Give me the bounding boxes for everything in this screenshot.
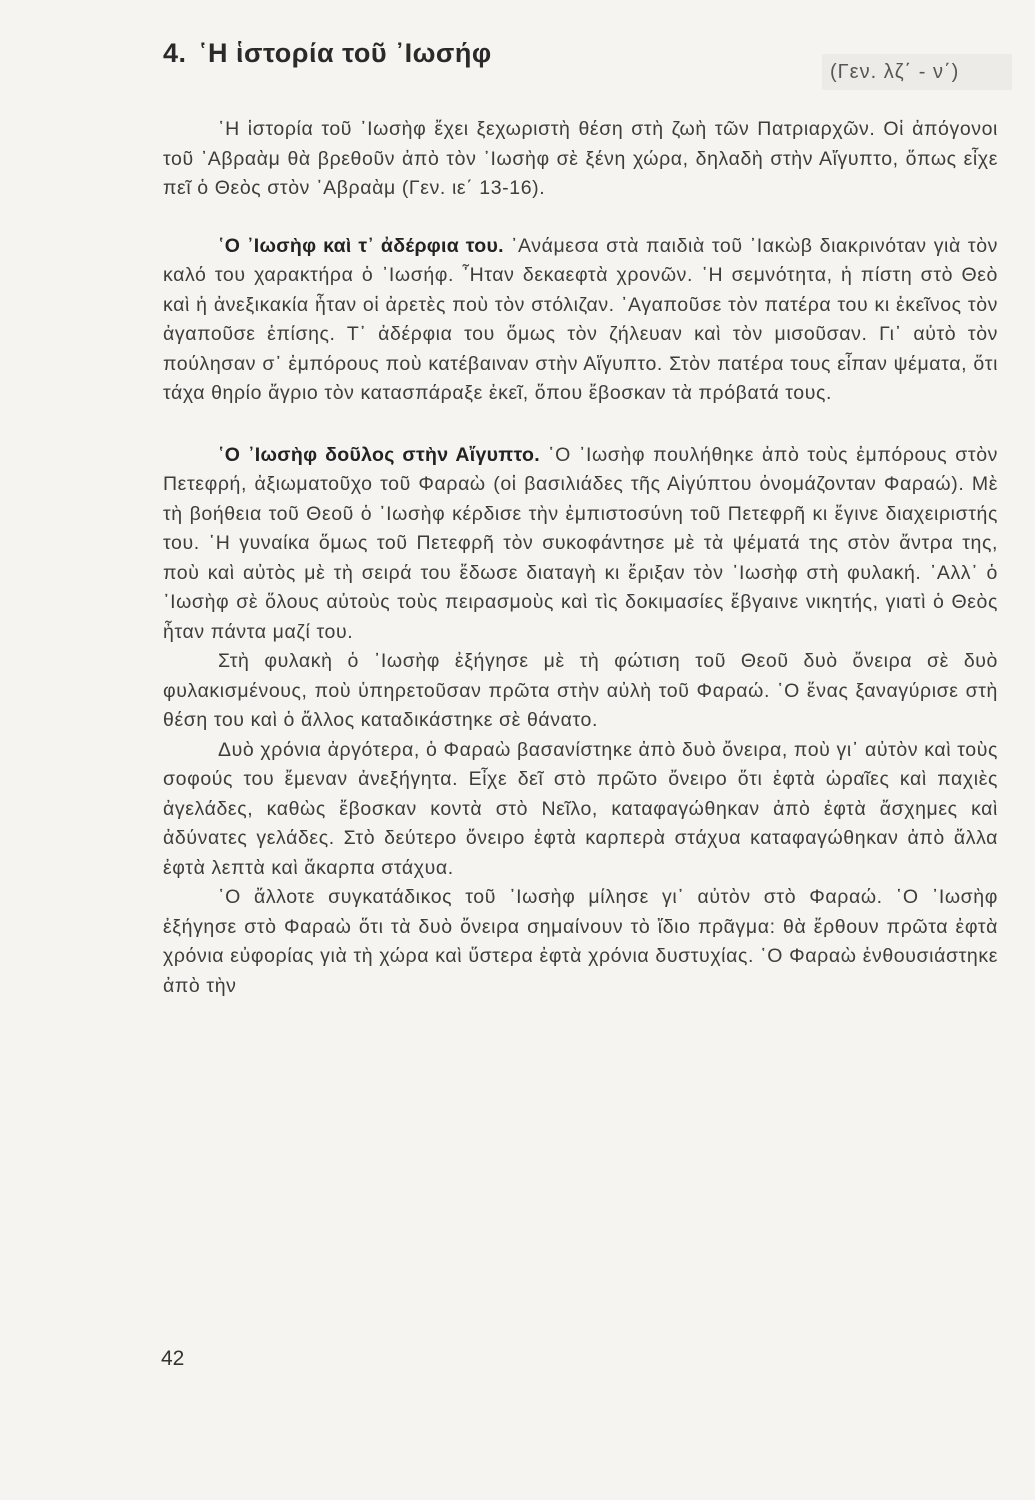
paragraph-text: Στὴ φυλακὴ ὁ ᾿Ιωσὴφ ἐξήγησε μὲ τὴ φώτιση τοῦ Θεοῦ δυὸ ὄνειρα σὲ δυὸ φυλακισμένους, ποὺ ὑπηρετοῦσαν πρῶτα στὴν αὐλὴ τοῦ Φαραώ. ῾Ο ἕνας ξαναγύρισε στὴ θέση του καὶ ὁ ἄλλος καταδικάστηκε σὲ θάνατο. [163,650,998,731]
chapter-title: ῾Η ἱστορία τοῦ ᾿Ιωσήφ [198,38,492,68]
page-number: 42 [161,1347,185,1370]
chapter-number: 4. [163,38,187,68]
paragraph-prison-dreams [163,647,998,736]
scripture-reference: (Γεν. λζ΄ - ν΄) [822,54,1012,90]
section-lead-heading: ῾Ο ᾿Ιωσὴφ καὶ τ᾿ ἀδέρφια του. [218,234,504,257]
paragraph-intro [163,115,998,204]
paragraph-pharaoh-dreams [163,736,998,884]
paragraph-brothers [163,232,998,409]
chapter-body [163,115,998,1001]
paragraph-text: ῾Ο ᾿Ιωσὴφ πουλήθηκε ἀπὸ τοὺς ἐμπόρους στὸν Πετεφρή, ἀξιωματοῦχο τοῦ Φαραὼ (οἱ βασιλιάδες τῆς Αἰγύπτου ὀνομάζονταν Φαραώ). Μὲ τὴ βοήθεια τοῦ Θεοῦ ὁ ᾿Ιωσὴφ κέρδισε τὴν ἐμπιστοσύνη τοῦ Πετεφρῆ κι ἔγινε διαχειριστής του. ῾Η γυναίκα ὅμως τοῦ Πετεφρῆ τὸν συκοφάντησε μὲ τὰ ψέματά της στὸν ἄντρα της, ποὺ καὶ αὐτὸς μὲ τὴ σειρά του ἔδωσε διαταγὴ κι ἔριξαν τὸν ᾿Ιωσὴφ στὴ φυλακή. ᾿Αλλ᾿ ὁ ᾿Ιωσὴφ σὲ ὅλους αὐτοὺς τοὺς πειρασμοὺς καὶ τὶς δοκιμασίες ἔβγαινε νικητής, γιατὶ ὁ Θεὸς ἦταν πάντα μαζί του. [163,443,998,643]
paragraph-slave-in-egypt [163,441,998,648]
chapter-heading [163,38,492,69]
paragraph-text: ῾Η ἱστορία τοῦ ᾿Ιωσὴφ ἔχει ξεχωριστὴ θέση στὴ ζωὴ τῶν Πατριαρχῶν. Οἱ ἀπόγονοι τοῦ ᾿Αβραὰμ θὰ βρεθοῦν ἀπὸ τὸν ᾿Ιωσὴφ σὲ ξένη χώρα, δηλαδὴ στὴν Αἴγυπτο, ὅπως εἶχε πεῖ ὁ Θεὸς στὸν ᾿Αβραὰμ (Γεν. ιε΄ 13-16). [163,118,998,199]
paragraph-text: Δυὸ χρόνια ἀργότερα, ὁ Φαραὼ βασανίστηκε ἀπὸ δυὸ ὄνειρα, ποὺ γι᾿ αὐτὸν καὶ τοὺς σοφούς του ἔμεναν ἀνεξήγητα. Εἶχε δεῖ στὸ πρῶτο ὄνειρο ὅτι ἐφτὰ ὡραῖες καὶ παχιὲς ἀγελάδες, καθὼς ἔβοσκαν κοντὰ στὸ Νεῖλο, καταφαγώθηκαν ἀπὸ ἐφτὰ ἄσχημες καὶ ἀδύνατες γελάδες. Στὸ δεύτερο ὄνειρο ἐφτὰ καρπερὰ στάχυα καταφαγώθηκαν ἀπὸ ἄλλα ἐφτὰ λεπτὰ καὶ ἄκαρπα στάχυα. [163,738,998,879]
paragraph-text: ᾿Ανάμεσα στὰ παιδιὰ τοῦ ᾿Ιακὼβ διακρινόταν γιὰ τὸν καλό του χαρακτήρα ὁ ᾿Ιωσήφ. ῏Ηταν δεκαεφτὰ χρονῶν. ῾Η σεμνότητα, ἡ πίστη στὸ Θεὸ καὶ ἡ ἀνεξικακία ἦταν οἱ ἀρετὲς ποὺ τὸν στόλιζαν. ᾿Αγαποῦσε τὸν πατέρα του κι ἐκεῖνος τὸν ἀγαποῦσε ἐπίσης. Τ᾿ ἀδέρφια του ὅμως τὸν ζήλευαν καὶ τὸν μισοῦσαν. Γι᾿ αὐτὸ τὸν πούλησαν σ᾿ ἐμπόρους ποὺ κατέβαιναν στὴν Αἴγυπτο. Στὸν πατέρα τους εἶπαν ψέματα, ὅτι τάχα θηρίο ἄγριο τὸν κατασπάραξε ἐκεῖ, ὅπου ἔβοσκαν τὰ πρόβατά τους. [163,234,998,404]
paragraph-text: ῾Ο ἄλλοτε συγκατάδικος τοῦ ᾿Ιωσὴφ μίλησε γι᾿ αὐτὸν στὸ Φαραώ. ῾Ο ᾿Ιωσὴφ ἐξήγησε στὸ Φαραὼ ὅτι τὰ δυὸ ὄνειρα σημαίνουν τὸ ἴδιο πρᾶγμα: θὰ ἔρθουν πρῶτα ἐφτὰ χρόνια εὐφορίας γιὰ τὴ χώρα καὶ ὕστερα ἐφτὰ χρόνια δυστυχίας. ῾Ο Φαραὼ ἐνθουσιάστηκε ἀπὸ τὴν [163,886,998,997]
section-lead-heading: ῾Ο ᾿Ιωσὴφ δοῦλος στὴν Αἴγυπτο. [218,443,540,466]
paragraph-interpretation [163,883,998,1001]
